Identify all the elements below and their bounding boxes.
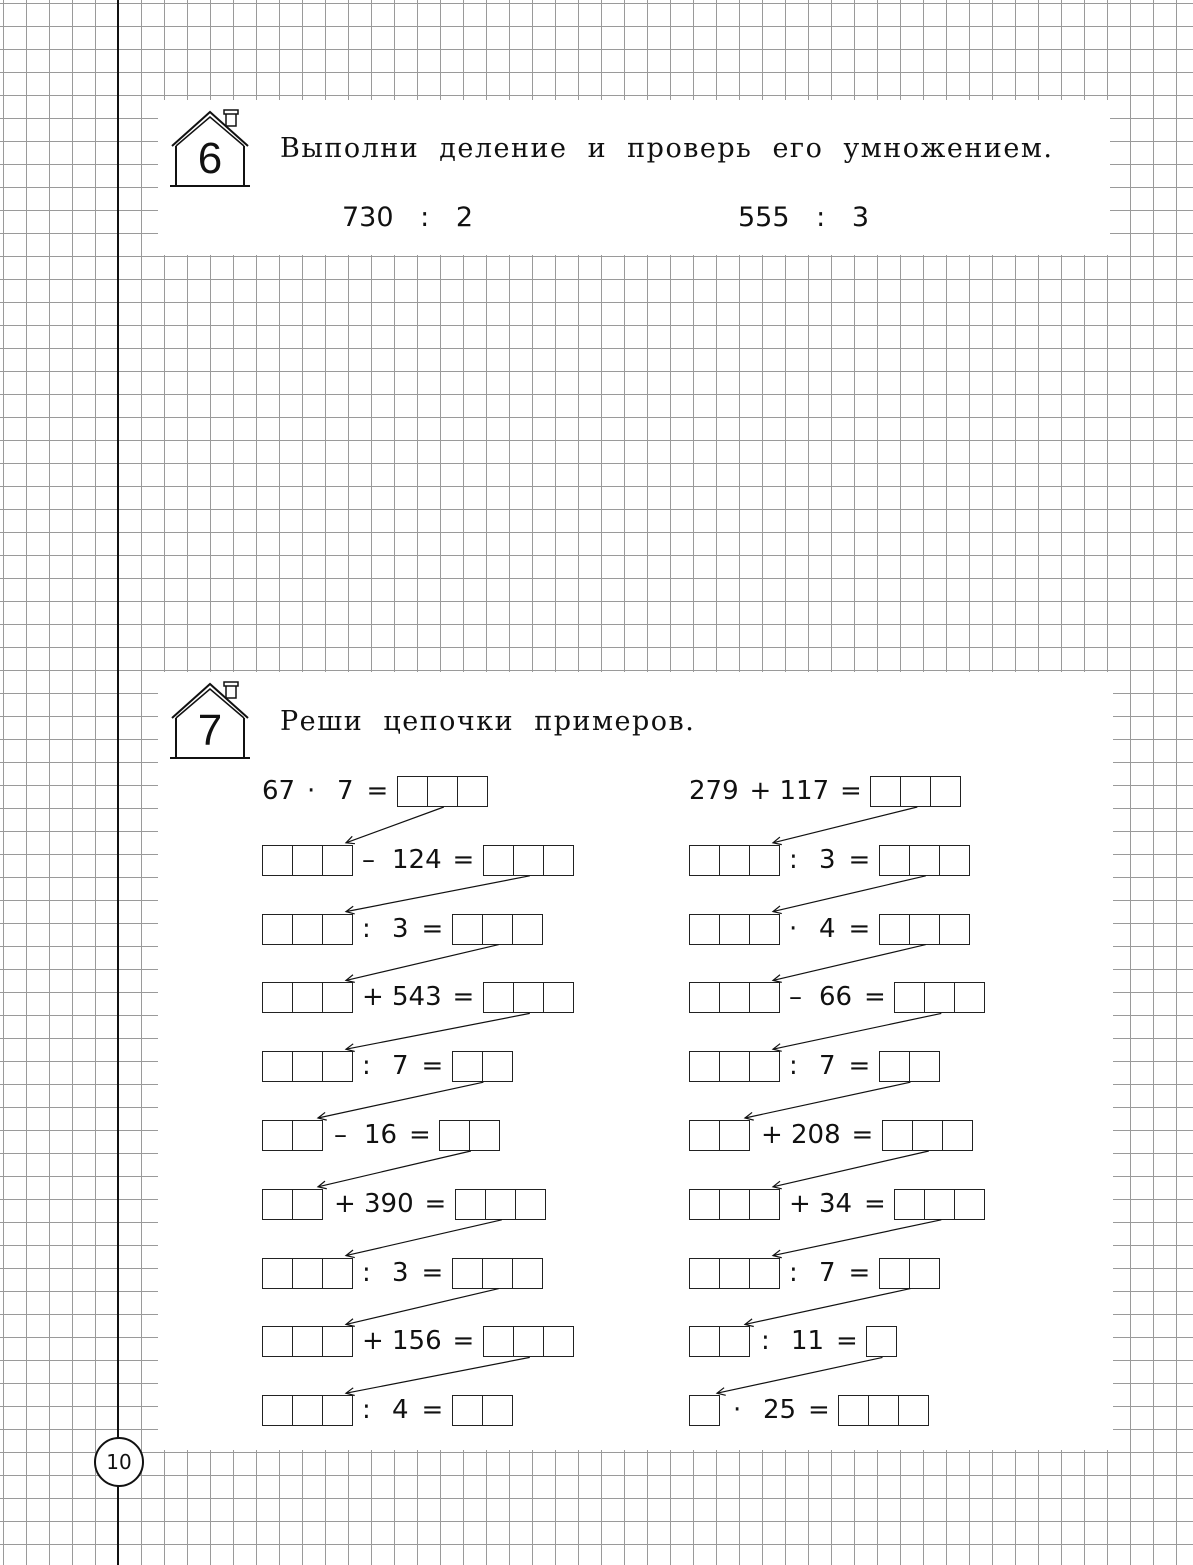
task7-title: Реши цепочки примеров. (280, 706, 696, 737)
chain-arrow (318, 1151, 471, 1187)
operand: 156 (392, 1326, 442, 1357)
operator: : (761, 1326, 770, 1357)
operator: + (334, 1188, 356, 1219)
equals-sign: = (452, 1326, 475, 1357)
operator: – (789, 982, 802, 1013)
equals-sign: = (851, 1120, 874, 1150)
operand: 3 (392, 1257, 409, 1288)
operator: : (362, 1257, 371, 1288)
operator: : (362, 1395, 371, 1426)
task6-example-2: 555 : 3 (738, 202, 870, 233)
operand: 34 (819, 1188, 853, 1219)
operator: : (362, 913, 371, 944)
equals-sign: = (424, 1188, 447, 1219)
operand: 4 (392, 1395, 409, 1426)
equals-sign: = (864, 1188, 886, 1219)
operator: + (749, 776, 772, 806)
operand: 543 (392, 982, 442, 1013)
chain-arrow (346, 1013, 530, 1049)
equals-sign: = (840, 776, 862, 806)
operand: 208 (791, 1120, 841, 1150)
chain-arrow (773, 876, 926, 912)
task7-number: 7 (197, 706, 223, 755)
task6-example-1: 730 : 2 (342, 202, 474, 233)
operator: + (789, 1188, 811, 1219)
operand: 390 (364, 1188, 414, 1219)
operand: 7 (819, 1257, 836, 1288)
operand: 117 (779, 776, 830, 806)
chain-arrow (346, 807, 444, 843)
chain-arrow (773, 945, 926, 981)
equals-sign: = (864, 982, 886, 1013)
page-number: 10 (94, 1437, 144, 1487)
operand: 4 (819, 913, 836, 944)
chain-arrow (346, 1289, 499, 1325)
operator: + (761, 1120, 783, 1150)
chain-arrow (346, 1357, 530, 1393)
chain-arrow (346, 1220, 502, 1256)
chain-arrow (717, 1357, 883, 1393)
operator: : (362, 1051, 371, 1082)
task6-number: 6 (197, 134, 223, 183)
equals-sign: = (452, 844, 475, 875)
operand: 3 (819, 844, 836, 875)
equals-sign: = (421, 1051, 444, 1082)
chain-arrow (773, 1220, 941, 1256)
equals-sign: = (808, 1395, 830, 1426)
operator: · (733, 1395, 742, 1426)
chain-arrow (773, 807, 917, 843)
operator: + (362, 1326, 384, 1357)
chain-arrow (745, 1289, 910, 1325)
chain-arrow (773, 1013, 941, 1049)
equals-sign: = (452, 982, 475, 1013)
operand: 7 (819, 1051, 836, 1082)
equals-sign: = (421, 1257, 444, 1288)
operator: · (307, 776, 316, 806)
operator: · (789, 913, 798, 944)
operator: – (362, 844, 375, 875)
chain-arrow (346, 876, 530, 912)
operand: 124 (392, 844, 442, 875)
operand: 3 (392, 913, 409, 944)
equals-sign: = (366, 776, 389, 806)
operator: : (789, 1257, 798, 1288)
operand: 16 (364, 1120, 398, 1150)
chain-start-number: 67 (262, 776, 296, 806)
operand: 66 (819, 982, 853, 1013)
equals-sign: = (848, 913, 871, 944)
operator: + (362, 982, 384, 1013)
equals-sign: = (848, 1257, 871, 1288)
operand: 7 (337, 776, 354, 806)
operator: : (789, 1051, 798, 1082)
equals-sign: = (848, 844, 871, 875)
equals-sign: = (848, 1051, 871, 1082)
equals-sign: = (421, 1395, 444, 1426)
chain-arrow (773, 1151, 929, 1187)
operand: 11 (791, 1326, 825, 1357)
equals-sign: = (421, 913, 444, 944)
operand: 25 (763, 1395, 797, 1426)
equals-sign: = (409, 1120, 431, 1150)
chain-arrow (318, 1082, 483, 1118)
operand: 7 (392, 1051, 409, 1082)
chain-arrow (745, 1082, 910, 1118)
task6-title: Выполни деление и проверь его умножением. (280, 133, 1054, 164)
chain-arrow (346, 945, 499, 981)
equals-sign: = (836, 1326, 858, 1357)
operator: – (334, 1120, 347, 1150)
operator: : (789, 844, 798, 875)
chain-start-number: 279 (689, 776, 739, 806)
